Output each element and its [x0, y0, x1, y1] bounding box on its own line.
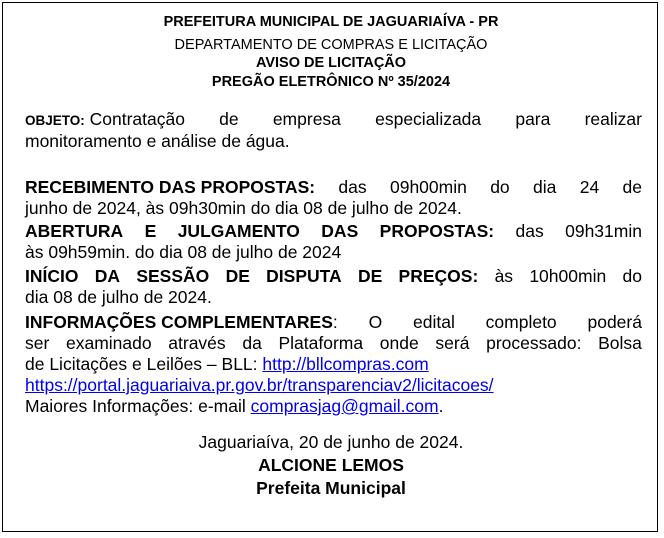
objeto-paragraph: OBJETO: Contratação de empresa especializada para realizar monitoramento e análise de água.	[25, 109, 642, 151]
informacoes-text-3: de Licitações e Leilões – BLL:	[25, 354, 263, 374]
inicio-paragraph: INÍCIO DA SESSÃO DE DISPUTA DE PREÇOS: às 10h00min do dia 08 de julho de 2024.	[25, 266, 642, 307]
bll-link[interactable]: http://bllcompras.com	[262, 354, 429, 374]
inicio-text-2: dia 08 de julho de 2024.	[25, 287, 212, 307]
objeto-text-2: monitoramento e análise de água.	[25, 131, 290, 151]
notice-frame	[2, 2, 658, 532]
informacoes-label: INFORMAÇÕES COMPLEMENTARES	[25, 312, 333, 332]
more-info-suffix: .	[438, 396, 444, 416]
abertura-text-2: às 09h59min. do dia 08 de julho de 2024	[25, 242, 342, 262]
informacoes-paragraph: INFORMAÇÕES COMPLEMENTARES: O edital completo poderá ser examinado através da Plataforma onde será processado: Bolsa de Licitações e Leilões – BLL: http://bllcompras.com https://portal.jaguariaiva.pr.gov.br/transparenciav2/licitacoes/ Maiores Informações: e-mail comprasjag@gmail.com.	[25, 312, 642, 416]
recebimento-label: RECEBIMENTO DAS PROPOSTAS:	[25, 177, 316, 197]
recebimento-paragraph: RECEBIMENTO DAS PROPOSTAS: das 09h00min do dia 24 de junho de 2024, às 09h30min do dia 08 de julho de 2024.	[25, 177, 642, 218]
objeto-text-1a: Contratação	[89, 109, 185, 129]
header-pregao: PREGÃO ELETRÔNICO Nº 35/2024	[211, 74, 451, 90]
recebimento-text-2: junho de 2024, às 09h30min do dia 08 de julho de 2024.	[25, 198, 462, 218]
signer-role: Prefeita Municipal	[256, 478, 406, 498]
abertura-paragraph: ABERTURA E JULGAMENTO DAS PROPOSTAS: das 09h31min às 09h59min. do dia 08 de julho de 2024	[25, 221, 642, 262]
more-info-prefix: Maiores Informações: e-mail	[25, 396, 251, 416]
informacoes-text-2: ser examinado através da Plataforma onde será processado: Bolsa	[25, 333, 642, 353]
place-date: Jaguariaíva, 20 de junho de 2024.	[198, 432, 464, 452]
signer-name: ALCIONE LEMOS	[258, 455, 404, 475]
portal-link[interactable]: https://portal.jaguariaiva.pr.gov.br/transparenciav2/licitacoes/	[25, 375, 494, 395]
header-department: DEPARTAMENTO DE COMPRAS E LICITAÇÃO	[174, 37, 488, 53]
email-link[interactable]: comprasjag@gmail.com	[250, 396, 439, 416]
header-notice: AVISO DE LICITAÇÃO	[255, 55, 407, 71]
header-title: PREFEITURA MUNICIPAL DE JAGUARIAÍVA - PR	[163, 14, 499, 30]
objeto-label: OBJETO:	[25, 113, 85, 128]
